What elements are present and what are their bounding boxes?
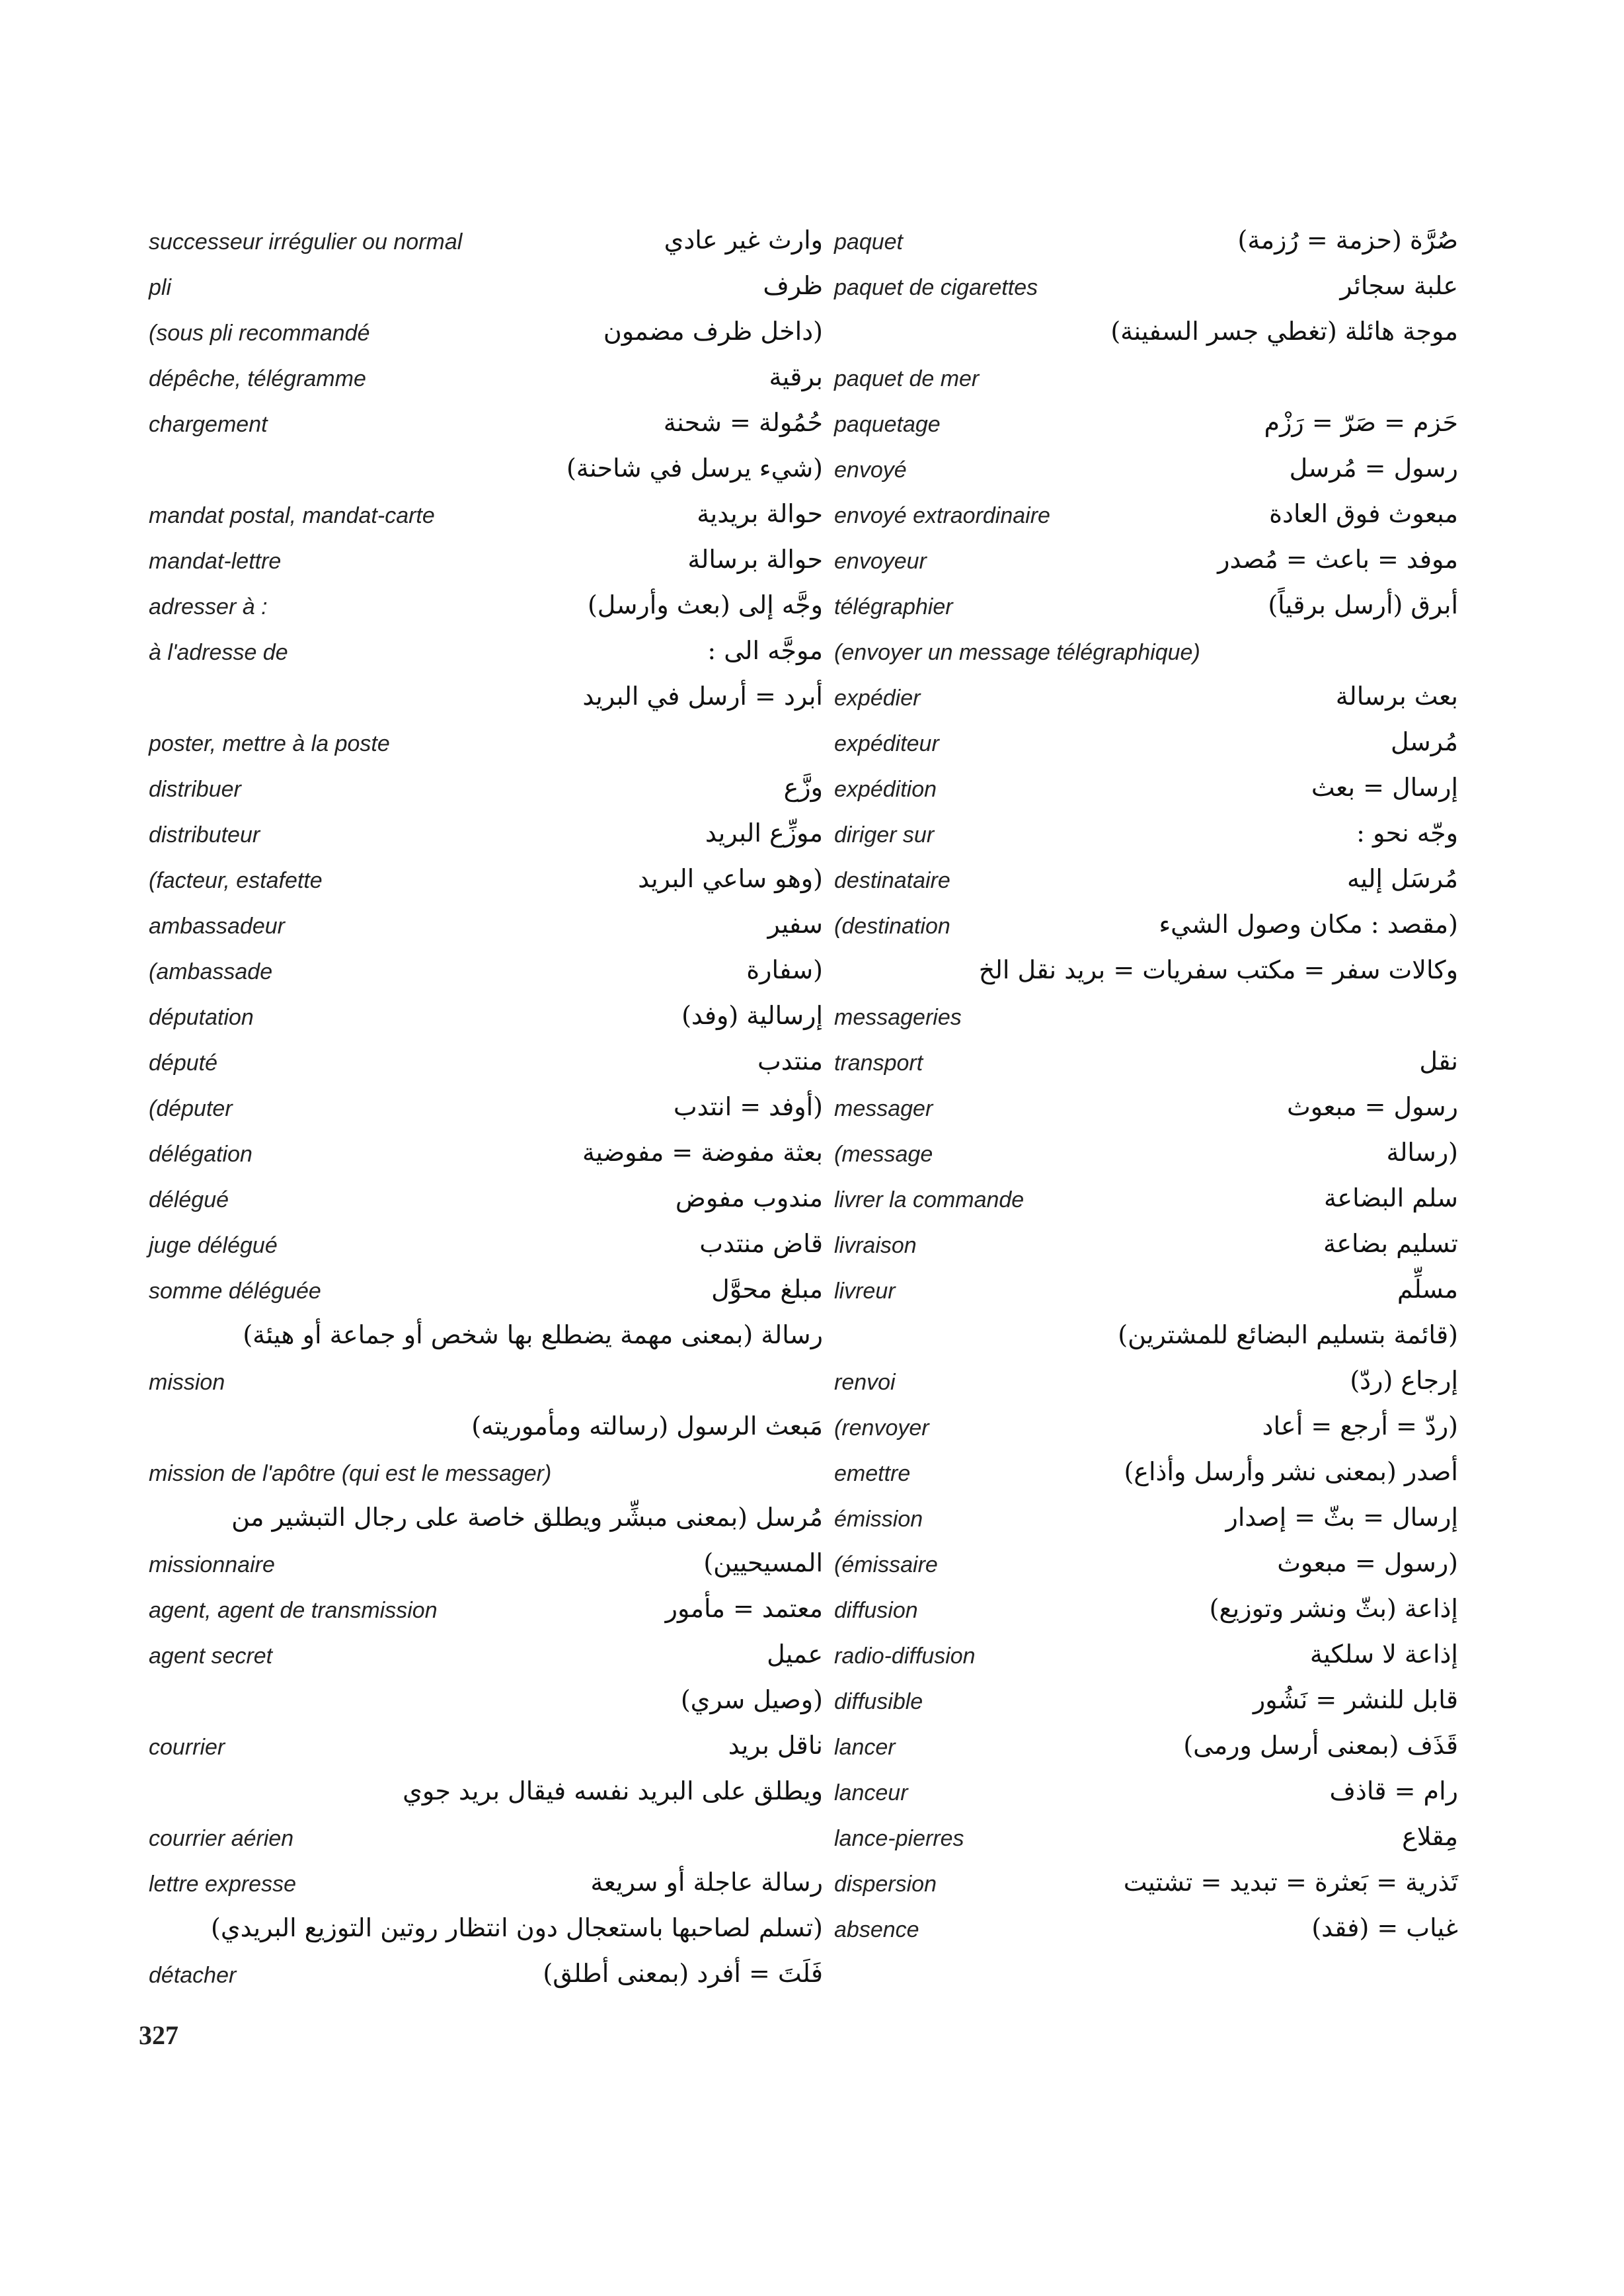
arabic-term: بعثة مفوضة = مفوضية [582, 1138, 823, 1167]
dictionary-entry [834, 541, 1458, 586]
arabic-term: ويطلق على البريد نفسه فيقال بريد جوي [403, 1776, 823, 1805]
dictionary-entry [149, 769, 823, 814]
arabic-term: رسالة (بمعنى مهمة يضطلع بها شخص أو جماعة أو هيئة) [243, 1320, 823, 1349]
arabic-term: (أوفد = انتدب [673, 1092, 823, 1121]
dictionary-entry [834, 1772, 1458, 1818]
dictionary-entry [149, 997, 823, 1043]
arabic-term: علبة سجائر [1340, 271, 1458, 300]
arabic-term: رسول = مُرسل [1289, 454, 1458, 483]
french-term: (renvoyer [834, 1415, 929, 1441]
arabic-term: سلم البضاعة [1324, 1183, 1458, 1212]
arabic-term: رام = قاذف [1329, 1776, 1458, 1805]
french-term: paquet de cigarettes [834, 275, 1038, 300]
dictionary-entry [149, 814, 823, 860]
arabic-term: غياب = (فقد) [1311, 1913, 1458, 1942]
french-term: chargement [149, 412, 268, 437]
arabic-term: أصدر (بمعنى نشر وأرسل وأذاع) [1124, 1457, 1458, 1486]
french-term: courrier aérien [149, 1826, 294, 1851]
arabic-term: مسلِّم [1397, 1275, 1458, 1304]
dictionary-entry [834, 1544, 1458, 1590]
dictionary-entry [834, 678, 1458, 723]
arabic-term: حوالة بريدية [697, 499, 823, 528]
french-term: paquet de mer [834, 366, 980, 391]
french-term: messager [834, 1096, 933, 1121]
dictionary-entry [149, 1453, 823, 1499]
french-term: emettre [834, 1461, 911, 1486]
french-term: distribuer [149, 777, 241, 802]
dictionary-entry [149, 1043, 823, 1088]
dictionary-entry [149, 1316, 823, 1362]
arabic-term: موجة هائلة (تغطي جسر السفينة) [1110, 317, 1458, 346]
french-term: dispersion [834, 1872, 937, 1897]
dictionary-entry [834, 769, 1458, 814]
arabic-term: (شيء يرسل في شاحنة) [566, 454, 823, 483]
arabic-term: (وهو ساعي البريد [638, 864, 823, 893]
arabic-term: موزِّع البريد [705, 818, 823, 848]
dictionary-entry [149, 1088, 823, 1134]
page-number: 327 [139, 2020, 178, 2050]
french-term: paquetage [834, 412, 941, 437]
dictionary-entry [149, 1909, 823, 1955]
french-term: (ambassade [149, 959, 273, 984]
dictionary-entry [149, 1590, 823, 1636]
dictionary-entry [834, 1316, 1458, 1362]
dictionary-entry [834, 997, 1458, 1043]
arabic-term: قابل للنشر = نَشُور [1253, 1685, 1458, 1714]
arabic-term: أبرق (أرسل برقياً) [1268, 590, 1458, 619]
french-term: (facteur, estafette [149, 868, 323, 893]
dictionary-entry [149, 723, 823, 769]
french-term: diffusible [834, 1689, 923, 1714]
dictionary-entry [834, 951, 1458, 997]
french-term: expédier [834, 686, 921, 711]
dictionary-entry [149, 313, 823, 358]
french-term: livraison [834, 1233, 917, 1258]
arabic-term: مبعوث فوق العادة [1269, 499, 1458, 528]
arabic-term: منتدب [757, 1047, 823, 1076]
arabic-term: وارث غير عادي [664, 225, 823, 255]
dictionary-entry [834, 1681, 1458, 1727]
arabic-term: مُرسل (بمعنى مبشِّر ويطلق خاصة على رجال التبشير من [231, 1503, 823, 1532]
dictionary-entry [149, 1499, 823, 1544]
dictionary-entry [834, 1362, 1458, 1407]
dictionary-entry [149, 404, 823, 450]
dictionary-entry [834, 221, 1458, 267]
dictionary-entry [149, 267, 823, 313]
arabic-term: وكالات سفر = مكتب سفريات = بريد نقل الخ [978, 955, 1458, 984]
dictionary-entry [149, 860, 823, 906]
dictionary-entry [834, 814, 1458, 860]
arabic-term: عميل [767, 1640, 823, 1669]
french-term: lanceur [834, 1780, 908, 1805]
french-term: lancer [834, 1735, 896, 1760]
arabic-term: قَذَف (بمعنى أرسل ورمى) [1183, 1731, 1458, 1760]
french-term: (députer [149, 1096, 233, 1121]
french-term: agent secret [149, 1643, 273, 1669]
dictionary-entry [834, 1407, 1458, 1453]
arabic-term: فَلَتَ = أفرد (بمعنى أطلق) [543, 1959, 823, 1988]
arabic-term: وزَّع [783, 773, 823, 802]
french-term: transport [834, 1050, 923, 1076]
dictionary-entry [834, 1088, 1458, 1134]
arabic-term: (تسلم لصاحبها باستعجال دون انتظار روتين التوزيع البريدي) [211, 1913, 823, 1942]
dictionary-entry [834, 586, 1458, 632]
french-term: successeur irrégulier ou normal [149, 229, 463, 255]
dictionary-entry [149, 221, 823, 267]
dictionary-entry [834, 358, 1458, 404]
arabic-term: مندوب مفوض [675, 1183, 823, 1212]
arabic-term: (رسول = مبعوث [1277, 1548, 1458, 1577]
french-term: envoyé [834, 457, 907, 483]
arabic-term: إرجاع (ردّ) [1350, 1366, 1458, 1395]
french-term: mission [149, 1370, 225, 1395]
french-term: (sous pli recommandé [149, 321, 370, 346]
french-term: (envoyer un message télégraphique) [834, 640, 1200, 665]
french-term: radio-diffusion [834, 1643, 976, 1669]
dictionary-entry [149, 1772, 823, 1818]
dictionary-entry [149, 495, 823, 541]
arabic-term: مِقلاع [1402, 1822, 1458, 1851]
dictionary-entry [149, 906, 823, 951]
arabic-term: وجّه نحو : [1356, 818, 1458, 848]
dictionary-entry [149, 1864, 823, 1909]
french-term: somme déléguée [149, 1279, 321, 1304]
dictionary-entry [149, 1225, 823, 1271]
french-term: télégraphier [834, 594, 953, 619]
french-term: livrer la commande [834, 1187, 1025, 1212]
arabic-term: صُرَّة (حزمة = رُزمة) [1237, 225, 1458, 255]
french-term: ambassadeur [149, 914, 286, 939]
dictionary-entry [834, 906, 1458, 951]
arabic-term: (ردّ = أرجع = أعاد [1262, 1411, 1458, 1441]
french-term: délégation [149, 1142, 252, 1167]
dictionary-entry [834, 1271, 1458, 1316]
dictionary-entry [834, 1179, 1458, 1225]
french-term: à l'adresse de [149, 640, 288, 665]
arabic-term: إذاعة لا سلكية [1309, 1640, 1458, 1669]
dictionary-entry [149, 1271, 823, 1316]
arabic-term: نقل [1419, 1047, 1458, 1076]
dictionary-entry [834, 1453, 1458, 1499]
arabic-term: إذاعة (بثّ ونشر وتوزيع) [1209, 1594, 1458, 1623]
dictionary-entry [834, 495, 1458, 541]
dictionary-entry [834, 1499, 1458, 1544]
dictionary-entry [834, 723, 1458, 769]
dictionary-entry [834, 404, 1458, 450]
arabic-term: (مقصد : مكان وصول الشيء [1159, 910, 1458, 939]
dictionary-entry [149, 1681, 823, 1727]
french-term: adresser à : [149, 594, 268, 619]
french-term: lettre expresse [149, 1872, 296, 1897]
french-term: député [149, 1050, 217, 1076]
dictionary-entry [834, 1134, 1458, 1179]
left-column [149, 221, 823, 2000]
french-term: envoyeur [834, 549, 927, 574]
dictionary-entry [149, 1407, 823, 1453]
french-term: délégué [149, 1187, 229, 1212]
dictionary-entry [149, 632, 823, 678]
french-term: missionnaire [149, 1552, 275, 1577]
dictionary-entry [149, 1636, 823, 1681]
french-term: (destination [834, 914, 950, 939]
dictionary-entry [834, 1727, 1458, 1772]
arabic-term: أبرد = أرسل في البريد [582, 682, 823, 711]
arabic-term: مُرسَل إليه [1347, 864, 1458, 893]
french-term: diriger sur [834, 822, 935, 848]
arabic-term: حُمُولة = شحنة [663, 408, 823, 437]
french-term: diffusion [834, 1598, 918, 1623]
french-term: lance-pierres [834, 1826, 964, 1851]
dictionary-entry [834, 1636, 1458, 1681]
dictionary-entry [834, 1225, 1458, 1271]
french-term: absence [834, 1917, 919, 1942]
right-column [834, 221, 1458, 1955]
french-term: (message [834, 1142, 933, 1167]
arabic-term: مُرسل [1391, 727, 1458, 756]
french-term: mandat-lettre [149, 549, 282, 574]
french-term: renvoi [834, 1370, 896, 1395]
dictionary-entry [149, 1727, 823, 1772]
arabic-term: معتمد = مأمور [665, 1594, 823, 1623]
dictionary-entry [149, 1544, 823, 1590]
french-term: poster, mettre à la poste [149, 731, 390, 756]
dictionary-entry [149, 586, 823, 632]
french-term: expéditeur [834, 731, 939, 756]
dictionary-entry [834, 1864, 1458, 1909]
french-term: détacher [149, 1963, 237, 1988]
french-term: livreur [834, 1279, 896, 1304]
dictionary-entry [834, 1818, 1458, 1864]
arabic-term: ناقل بريد [728, 1731, 823, 1760]
arabic-term: المسيحيين) [703, 1548, 823, 1577]
arabic-term: برقية [769, 362, 823, 391]
dictionary-entry [149, 1134, 823, 1179]
french-term: dépêche, télégramme [149, 366, 366, 391]
dictionary-entry [149, 1179, 823, 1225]
arabic-term: موجَّه الى : [707, 636, 823, 665]
arabic-term: (سفارة [746, 955, 823, 984]
dictionary-entry [149, 678, 823, 723]
dictionary-entry [149, 1362, 823, 1407]
dictionary-entry [149, 1955, 823, 2000]
french-term: pli [149, 275, 172, 300]
dictionary-entry [834, 313, 1458, 358]
arabic-term: بعث برسالة [1335, 682, 1458, 711]
dictionary-entry [834, 1909, 1458, 1955]
arabic-term: قاض منتدب [699, 1229, 823, 1258]
french-term: juge délégué [149, 1233, 278, 1258]
dictionary-entry [834, 860, 1458, 906]
dictionary-entry [834, 632, 1458, 678]
french-term: députation [149, 1005, 254, 1030]
french-term: (émissaire [834, 1552, 938, 1577]
french-term: courrier [149, 1735, 225, 1760]
arabic-term: تَذرية = بَعثرة = تبديد = تشتيت [1123, 1868, 1458, 1897]
arabic-term: (وصيل سري) [680, 1685, 823, 1714]
arabic-term: (رسالة [1386, 1138, 1458, 1167]
french-term: messageries [834, 1005, 962, 1030]
french-term: paquet [834, 229, 903, 255]
dictionary-entry [149, 450, 823, 495]
arabic-term: إرسال = بثّ = إصدار [1225, 1503, 1458, 1532]
dictionary-entry [834, 1043, 1458, 1088]
arabic-term: إرسال = بعث [1311, 773, 1458, 802]
dictionary-entry [834, 450, 1458, 495]
arabic-term: حوالة برسالة [687, 545, 823, 574]
french-term: mission de l'apôtre (qui est le messager) [149, 1461, 552, 1486]
dictionary-entry [149, 1818, 823, 1864]
dictionary-entry [149, 358, 823, 404]
french-term: expédition [834, 777, 937, 802]
french-term: destinataire [834, 868, 950, 893]
french-term: agent, agent de transmission [149, 1598, 438, 1623]
arabic-term: إرسالية (وفد) [681, 1001, 823, 1030]
arabic-term: حَزم = صَرّ = رَزْم [1264, 408, 1458, 437]
french-term: émission [834, 1507, 923, 1532]
french-term: distributeur [149, 822, 260, 848]
arabic-term: سفير [767, 910, 823, 939]
dictionary-entry [149, 541, 823, 586]
french-term: mandat postal, mandat-carte [149, 503, 435, 528]
french-term: envoyé extraordinaire [834, 503, 1050, 528]
arabic-term: ظرف [763, 271, 823, 300]
arabic-term: مبلغ محوَّل [711, 1275, 823, 1304]
arabic-term: مَبعث الرسول (رسالته ومأموريته) [471, 1411, 823, 1441]
arabic-term: وجَّه إلى (بعث وأرسل) [587, 590, 823, 619]
dictionary-entry [834, 1590, 1458, 1636]
arabic-term: تسليم بضاعة [1323, 1229, 1458, 1258]
dictionary-entry [149, 951, 823, 997]
arabic-term: (داخل ظرف مضمون [603, 317, 823, 346]
arabic-term: رسول = مبعوث [1287, 1092, 1458, 1121]
dictionary-entry [834, 267, 1458, 313]
arabic-term: موفد = باعث = مُصدر [1218, 545, 1458, 574]
arabic-term: رسالة عاجلة أو سريعة [590, 1868, 823, 1897]
arabic-term: (قائمة بتسليم البضائع للمشترين) [1118, 1320, 1458, 1349]
